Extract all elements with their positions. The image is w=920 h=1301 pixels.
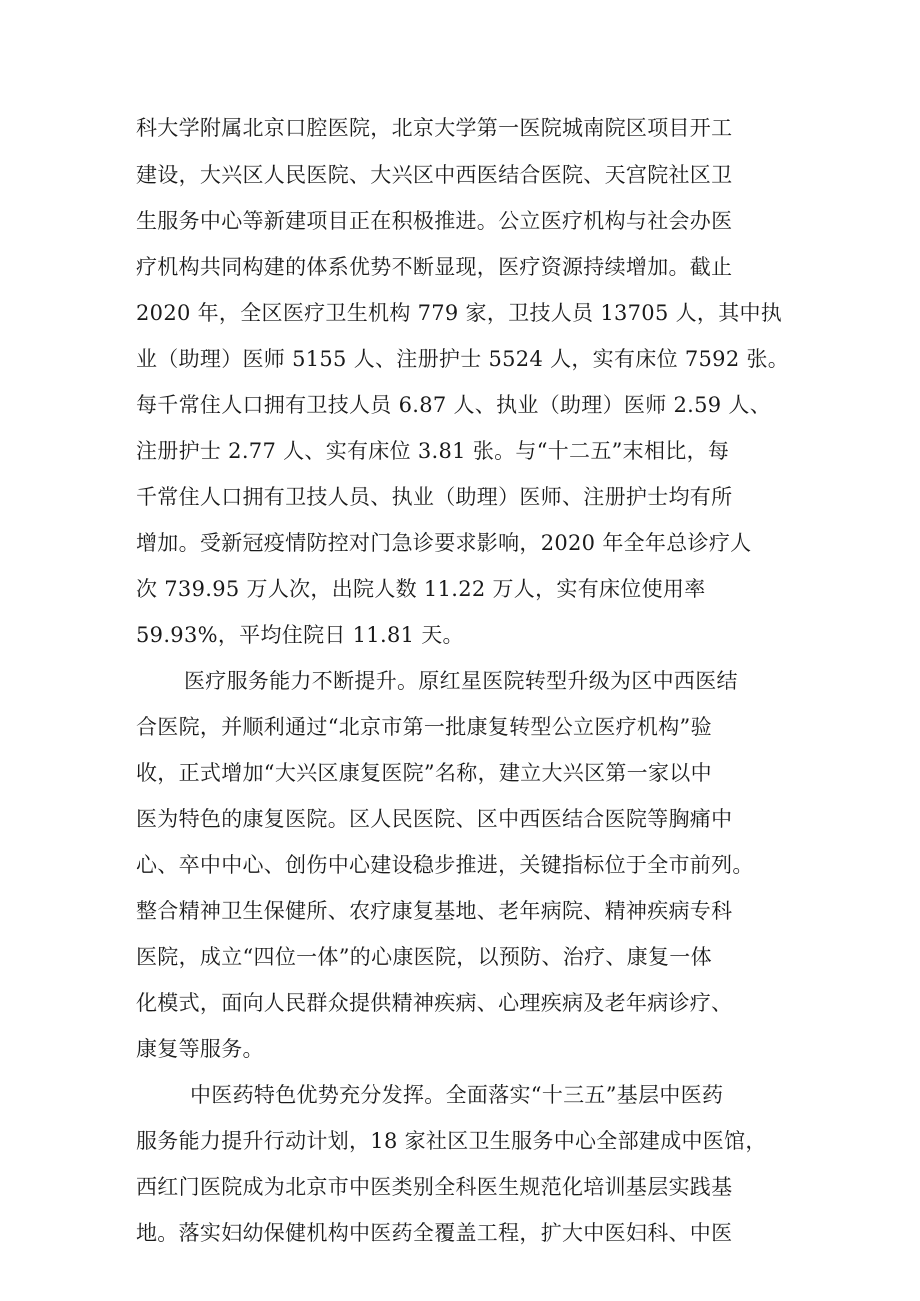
text-line: 合医院，并顺利通过“北京市第一批康复转型公立医疗机构”验 [136,715,712,739]
text-line: 千常住人口拥有卫技人员、执业（助理）医师、注册护士均有所 [136,485,733,509]
text-line: 收，正式增加“大兴区康复医院”名称，建立大兴区第一家以中 [136,761,712,785]
text-line: 2020 年，全区医疗卫生机构 779 家，卫技人员 13705 人，其中执 [136,301,783,325]
text-line: 医为特色的康复医院。区人民医院、区中西医结合医院等胸痛中 [136,807,733,831]
text-line: 整合精神卫生保健所、农疗康复基地、老年病院、精神疾病专科 [136,899,733,923]
text-line: 建设，大兴区人民医院、大兴区中西医结合医院、天宫院社区卫 [136,163,733,187]
text-line: 疗机构共同构建的体系优势不断显现，医疗资源持续增加。截止 [136,255,733,279]
text-line: 康复等服务。 [136,1037,264,1061]
text-line: 每千常住人口拥有卫技人员 6.87 人、执业（助理）医师 2.59 人、 [136,393,772,417]
text-line: 科大学附属北京口腔医院，北京大学第一医院城南院区项目开工 [136,116,733,140]
text-line: 注册护士 2.77 人、实有床位 3.81 张。与“十二五”末相比，每 [136,439,730,463]
text-line: 心、卒中中心、创伤中心建设稳步推进，关键指标位于全市前列。 [136,853,754,877]
text-line: 次 739.95 万人次，出院人数 11.22 万人，实有床位使用率 [136,577,706,601]
text-line: 化模式，面向人民群众提供精神疾病、心理疾病及老年病诊疗、 [136,991,733,1015]
text-line: 医院，成立“四位一体”的心康医院，以预防、治疗、康复一体 [136,945,712,969]
text-line: 服务能力提升行动计划，18 家社区卫生服务中心全部建成中医馆， [136,1129,767,1153]
text-line: 增加。受新冠疫情防控对门急诊要求影响，2020 年全年总诊疗人 [136,531,752,555]
paragraph-first-line: 中医药特色优势充分发挥。全面落实“十三五”基层中医药 [190,1083,724,1107]
text-line: 59.93%，平均住院日 11.81 天。 [136,623,464,647]
paragraph-first-line: 医疗服务能力不断提升。原红星医院转型升级为区中西医结 [184,669,738,693]
text-line: 生服务中心等新建项目正在积极推进。公立医疗机构与社会办医 [136,209,733,233]
text-line: 业（助理）医师 5155 人、注册护士 5524 人，实有床位 7592 张。 [136,347,790,371]
text-line: 地。落实妇幼保健机构中医药全覆盖工程，扩大中医妇科、中医 [136,1221,733,1245]
text-line: 西红门医院成为北京市中医类别全科医生规范化培训基层实践基 [136,1175,733,1199]
